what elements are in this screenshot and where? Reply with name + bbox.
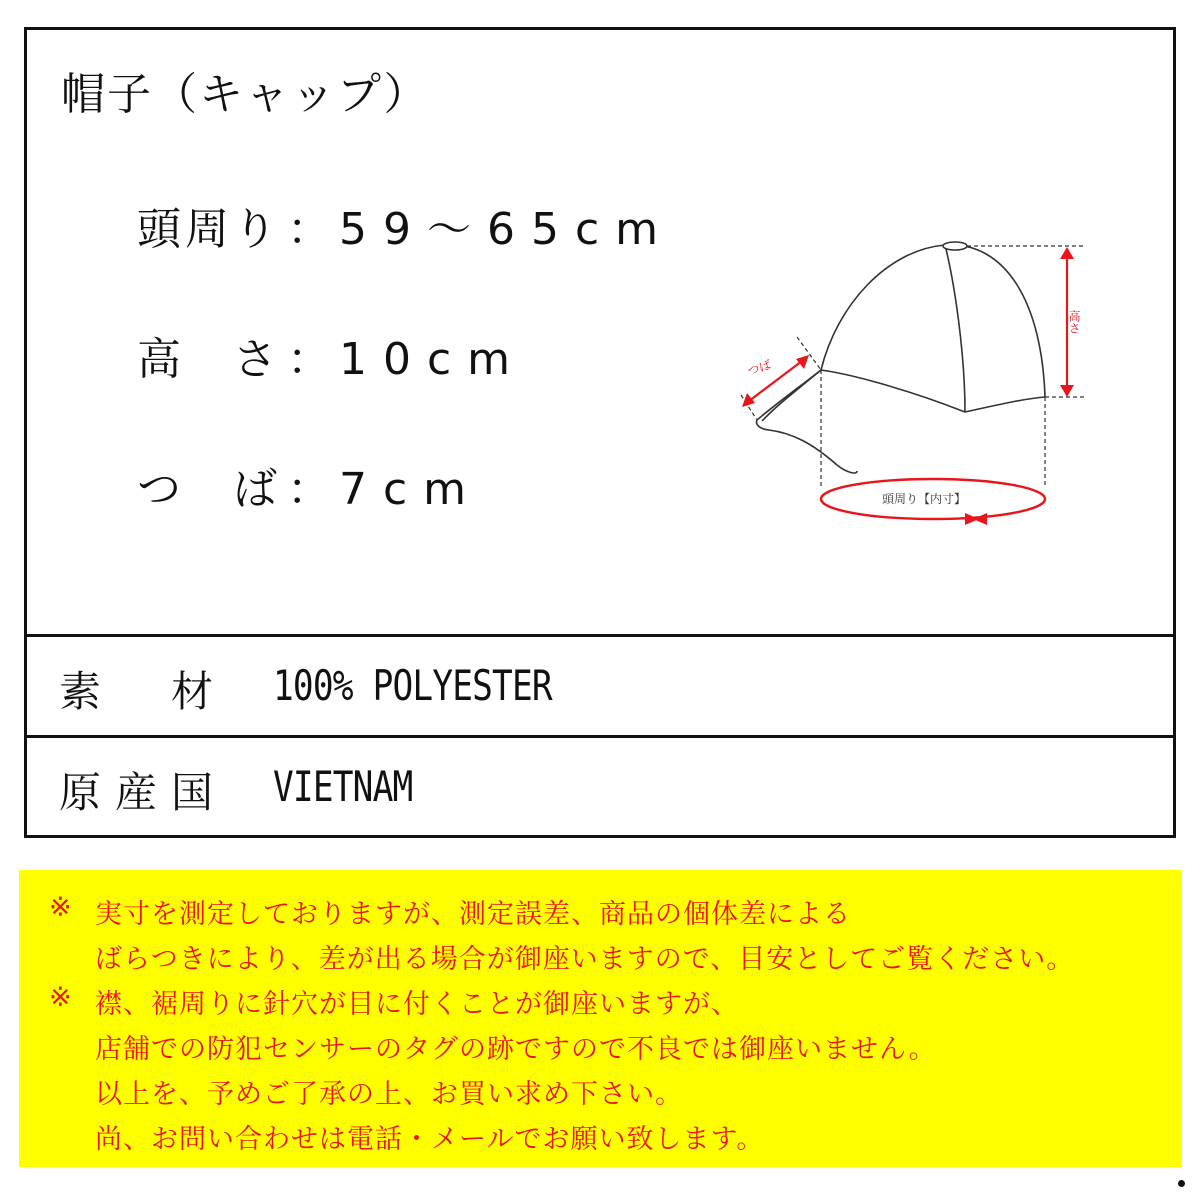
- size-section: [27, 30, 1173, 634]
- corner-dot: [1178, 1180, 1185, 1187]
- guide-lines: [741, 246, 1085, 487]
- brim-label: つば: [745, 357, 773, 379]
- spec-label: 頭周り: [137, 204, 281, 255]
- height-label: 高さ: [1067, 310, 1081, 334]
- note-mark: ※: [49, 892, 72, 923]
- notice-box: [19, 870, 1182, 1167]
- circumference-arrow-heads: [965, 513, 987, 525]
- origin-label: 原産国: [59, 768, 228, 817]
- material-row: [27, 637, 1173, 735]
- note-line: ばらつきにより、差が出る場合が御座いますので、目安としてご覧ください。: [95, 944, 1075, 975]
- spec-label: 高 さ: [137, 334, 281, 385]
- spec-table: [24, 27, 1176, 838]
- note-line: 実寸を測定しておりますが、測定誤差、商品の個体差による: [95, 899, 851, 930]
- origin-value: VIETNAM: [273, 762, 413, 811]
- circumference-label: 頭周り【内寸】: [882, 492, 967, 506]
- spec-value: 59～65cm: [339, 204, 675, 255]
- spec-value: 7cm: [339, 464, 483, 515]
- spec-row-brim: [137, 453, 482, 517]
- origin-row: [27, 738, 1173, 836]
- spec-colon: ：: [287, 204, 331, 255]
- spec-value: 10cm: [339, 334, 527, 385]
- material-value: 100% POLYESTER: [273, 661, 552, 710]
- spec-row-height: [137, 323, 526, 387]
- spec-row-head-circumference: [137, 193, 674, 257]
- spec-colon: ：: [287, 464, 331, 515]
- note-line: 店舗での防犯センサーのタグの跡ですので不良では御座いません。: [95, 1034, 937, 1065]
- note-line: 以上を、予めご了承の上、お買い求め下さい。: [95, 1079, 683, 1110]
- product-title: 帽子（キャップ）: [61, 69, 430, 120]
- material-label: 素 材: [59, 667, 228, 716]
- cap-outline: [757, 242, 1046, 473]
- note-line: 襟、裾周りに針穴が目に付くことが御座いますが、: [95, 989, 739, 1020]
- spec-colon: ：: [287, 334, 331, 385]
- note-mark: ※: [49, 982, 72, 1013]
- spec-label: つ ば: [137, 464, 281, 515]
- cap-measurement-diagram: [717, 225, 1117, 545]
- note-line: 尚、お問い合わせは電話・メールでお願い致します。: [95, 1124, 765, 1155]
